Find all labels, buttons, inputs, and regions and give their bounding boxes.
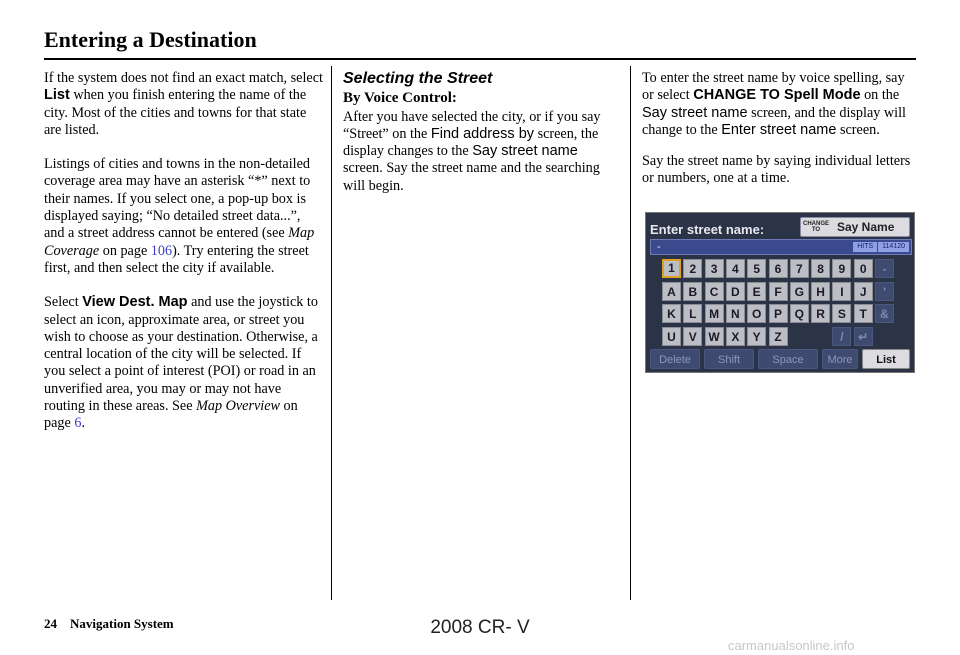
keyboard-key: C [705,282,724,301]
hits-label: HITS [853,242,877,252]
paragraph [44,294,324,432]
screen-name-ref: Enter street name [721,121,837,138]
screen-name-ref: Say street name [642,104,748,121]
map-coverage-ref: Map Coverage [44,225,315,259]
column-1 [44,70,324,450]
paragraph [642,70,918,139]
column-divider [331,66,332,600]
page-title: Entering a Destination [44,27,257,52]
keyboard-key: K [662,304,681,323]
column-divider [630,66,631,600]
keyboard-key: J [854,282,873,301]
paragraph [343,109,619,195]
keyboard-key: V [683,327,702,346]
keyboard-key: 1 [662,259,681,278]
keyboard-key: - [875,259,894,278]
hits-value: 114120 [878,242,909,252]
nav-screen-image [645,212,915,373]
section-heading: Selecting the Street [343,70,493,87]
text: screen. [836,121,880,138]
text: on page [99,242,151,259]
text: on page [44,398,298,432]
keyboard-key: I [832,282,851,301]
paragraph: Say the street name by saying individual letters or numbers, one at a time. [642,153,911,187]
model-label: 2008 CR- V [430,617,530,638]
nav-screen-header: Enter street name: [650,222,765,237]
text: screen. Say the street name and the searching will begin. [343,160,600,194]
page-link-6[interactable]: 6 [74,415,82,432]
subsection-heading: By Voice Control: [343,90,457,107]
keyboard-key: G [790,282,809,301]
paragraph [44,70,324,139]
keyboard-key: U [662,327,681,346]
change-to-spell-mode-ref: CHANGE TO Spell Mode [693,87,861,104]
shift-key: Shift [704,349,754,369]
keyboard-key: 5 [747,259,766,278]
text: Select [44,294,83,311]
keyboard-key: E [747,282,766,301]
keyboard-key: / [832,327,851,346]
keyboard-key: D [726,282,745,301]
field-cursor: - [657,241,661,253]
keyboard-key: 3 [705,259,724,278]
keyboard-key: 9 [832,259,851,278]
screen-name-ref: Say street name [472,143,578,160]
keyboard-key: Y [747,327,766,346]
keyboard-key: S [832,304,851,323]
keyboard-key: R [811,304,830,323]
watermark: carmanualsonline.info [728,638,855,653]
text: when you finish entering the name of the city. Most of the cities and towns for that state are listed. [44,87,307,138]
keyboard-key: Z [769,327,788,346]
keyboard-key: B [683,282,702,301]
column-2 [343,70,619,212]
keyboard-key: 0 [854,259,873,278]
keyboard-key: 2 [683,259,702,278]
more-key: More [822,349,858,369]
keyboard-key: ' [875,282,894,301]
text: After you have selected the city, or if you say “Street” on the [343,108,601,142]
text: . [81,415,85,432]
keyboard-key: ↵ [854,327,873,346]
space-key: Space [758,349,818,369]
keyboard-key: & [875,304,894,323]
keyboard-key: O [747,304,766,323]
keyboard-key: X [726,327,745,346]
say-name-label: Say Name [837,220,895,234]
keyboard-key: 4 [726,259,745,278]
keyboard-key: H [811,282,830,301]
text: and use the joystick to select an icon, approximate area, or street you wish to choose as your destination. Otherwise, a central location of the city will be selected. If you select a point of interest (POI) or road in an unverified area, you may or may not have routing in these areas. See [44,294,318,415]
map-overview-ref: Map Overview [196,398,280,415]
delete-key: Delete [650,349,700,369]
keyboard-key: Q [790,304,809,323]
change-to-say-name-button [800,217,910,237]
keyboard-key: M [705,304,724,323]
page-link-106[interactable]: 106 [150,242,173,259]
keyboard-key: P [769,304,788,323]
text: on the [860,87,900,104]
page-number: 24 [44,616,57,631]
title-rule [44,58,916,60]
keyboard-key: 7 [790,259,809,278]
street-name-field [650,239,912,255]
text: screen, and the display will change to the [642,104,906,138]
hits-counter [852,242,909,252]
text: To enter the street name by voice spelling, say or select [642,70,905,104]
list-key: List [862,349,910,369]
screen-name-ref: Find address by [430,125,535,142]
text: ). Try entering the street first, and then select the city if available. [44,242,309,276]
list-button-ref: List [44,87,70,104]
keyboard-key: N [726,304,745,323]
paragraph [44,156,324,277]
keyboard-key: A [662,282,681,301]
text: screen, the display changes to the [343,125,599,160]
column-3 [642,70,918,205]
keyboard-key: 8 [811,259,830,278]
footer-label: Navigation System [70,616,174,631]
text: Listings of cities and towns in the non-detailed coverage area may have an asterisk “*” next to their names. If you select one, a pop-up box is displayed saying; “No detailed street data...”, and a street address cannot be entered (see [44,156,311,242]
view-dest-map-ref: View Dest. Map [82,294,188,311]
text: If the system does not find an exact match, select [44,70,323,86]
keyboard-key: 6 [769,259,788,278]
keyboard-key: W [705,327,724,346]
keyboard-key: L [683,304,702,323]
keyboard-key: F [769,282,788,301]
keyboard-key: T [854,304,873,323]
change-to-label: CHANGE TO [802,221,829,233]
